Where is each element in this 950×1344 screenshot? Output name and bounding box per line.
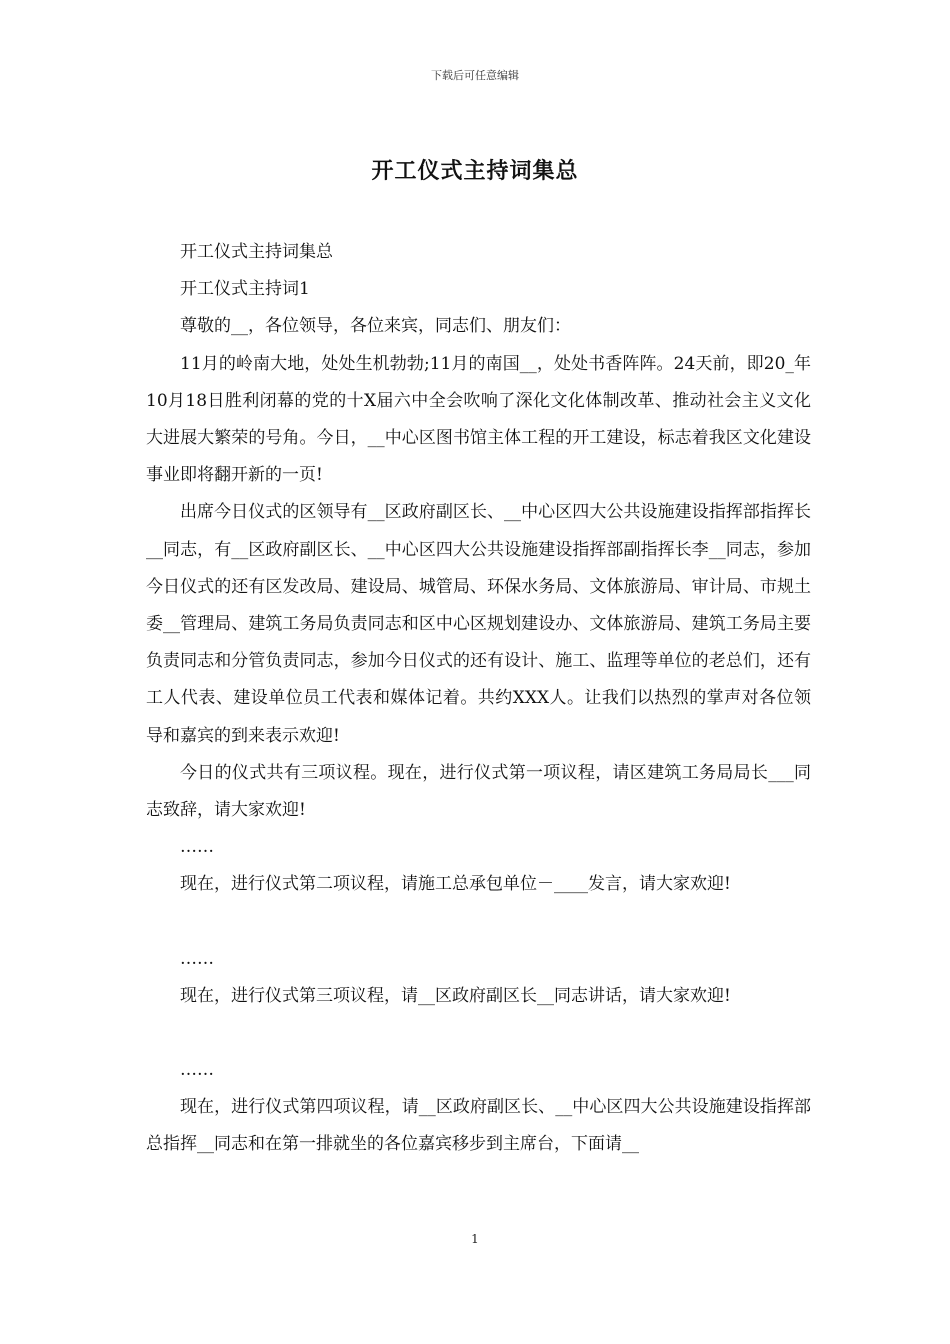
paragraph-agenda-1: 今日的仪式共有三项议程。现在，进行仪式第一项议程，请区建筑工务局局长___同志致辞，请大家欢迎! xyxy=(146,762,811,821)
paragraph-ellipsis: …… xyxy=(180,837,214,858)
paragraph-section-heading: 开工仪式主持词1 xyxy=(180,279,310,300)
blank-line xyxy=(146,904,811,941)
paragraph-ellipsis: …… xyxy=(180,948,214,969)
header-note: 下载后可任意编辑 xyxy=(431,69,519,82)
page-number: 1 xyxy=(471,1232,479,1246)
paragraph-ellipsis: …… xyxy=(180,1060,214,1081)
paragraph-agenda-4: 现在，进行仪式第四项议程，请__区政府副区长、__中心区四大公共设施建设指挥部总指挥__同志和在第一排就坐的各位嘉宾移步到主席台，下面请__ xyxy=(146,1097,811,1155)
paragraph-attendees: 出席今日仪式的区领导有__区政府副区长、__中心区四大公共设施建设指挥部指挥长__同志，有__区政府副区长、__中心区四大公共设施建设指挥部副指挥长李__同志，参加今日仪式的还有区发改局、建设局、城管局、环保水务局、文体旅游局、审计局、市规土委__管理局、建筑工务局负责同志和区中心区规划建设办、文体旅游局、建筑工务局主要负责同志和分管负责同志，参加今日仪式的还有设计、施工、监理等单位的老总们，还有工人代表、建设单位员工代表和媒体记着。共约XXX人。让我们以热烈的掌声对各位领导和嘉宾的到来表示欢迎! xyxy=(146,502,811,746)
paragraph-greeting: 尊敬的__，各位领导，各位来宾，同志们、朋友们： xyxy=(180,316,571,337)
paragraph-agenda-2: 现在，进行仪式第二项议程，请施工总承包单位－____发言，请大家欢迎! xyxy=(180,874,731,895)
paragraph-agenda-3: 现在，进行仪式第三项议程，请__区政府副区长__同志讲话，请大家欢迎! xyxy=(180,985,731,1006)
paragraph-intro: 11月的岭南大地，处处生机勃勃;11月的南国__，处处书香阵阵。24天前，即20_年10月18日胜利闭幕的党的十X届六中全会吹响了深化文化体制改革、推动社会主义文化大进展大繁荣的号角。今日，__中心区图书馆主体工程的开工建设，标志着我区文化建设事业即将翻开新的一页! xyxy=(146,353,811,486)
blank-line xyxy=(146,1015,811,1052)
paragraph-subtitle: 开工仪式主持词集总 xyxy=(180,242,333,262)
document-title: 开工仪式主持词集总 xyxy=(371,159,579,184)
document-body xyxy=(146,234,811,1164)
